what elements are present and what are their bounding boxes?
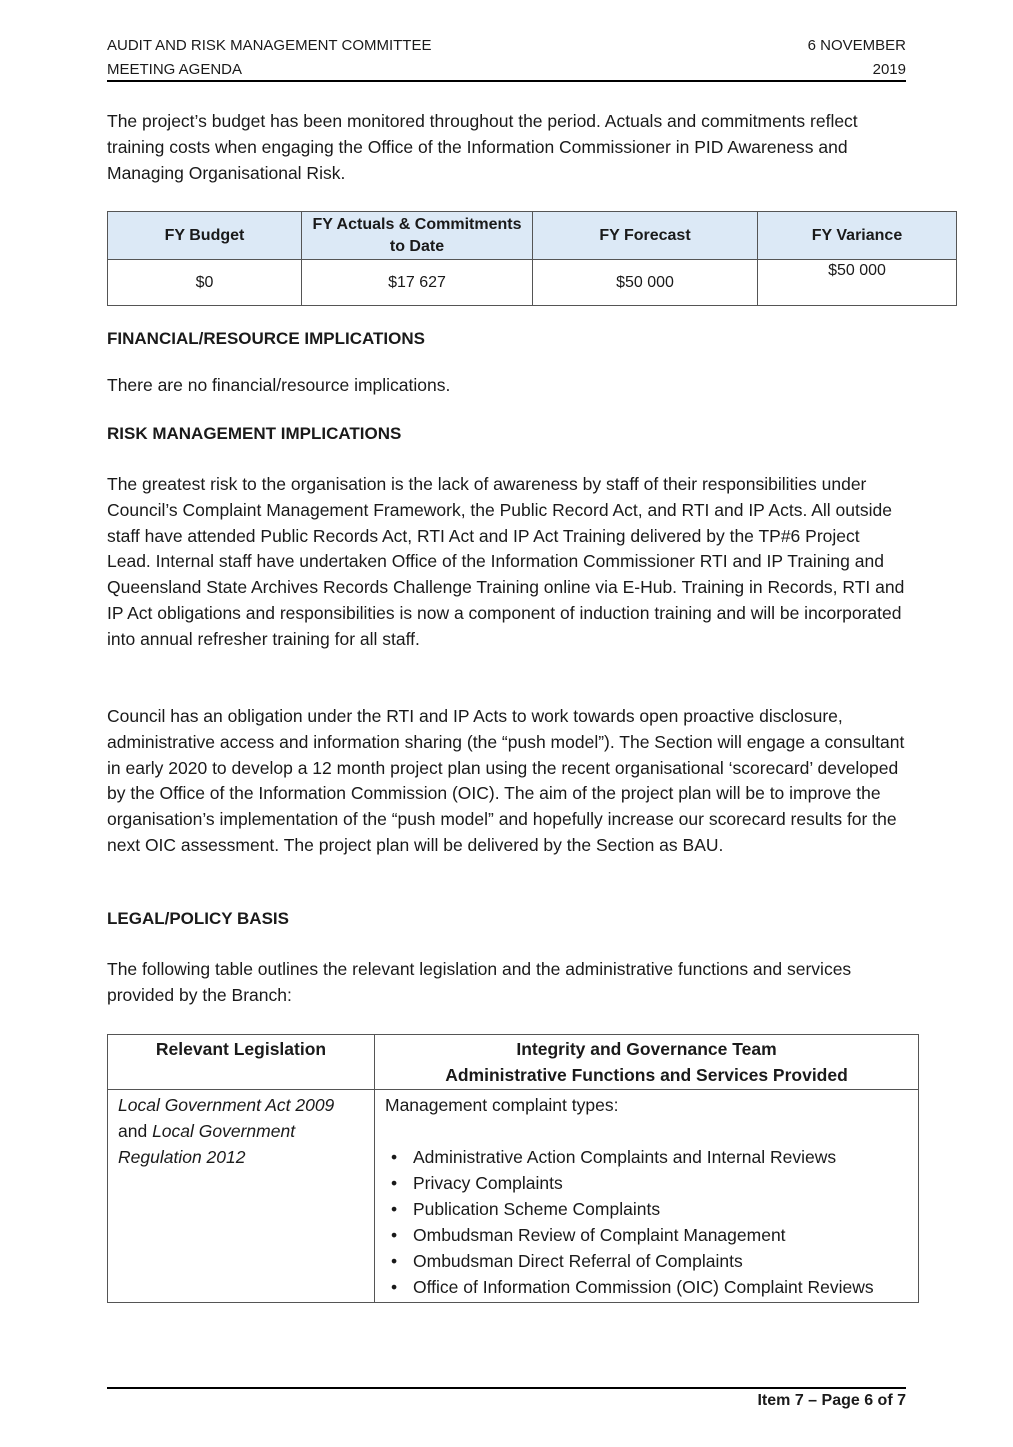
- legislation-table: [107, 1034, 919, 1303]
- services-list-item: • Administrative Action Complaints and Internal Reviews: [413, 1144, 908, 1170]
- budget-header-fy-budget: FY Budget: [108, 212, 302, 260]
- risk-paragraph-1: The greatest risk to the organisation is the lack of awareness by staff of their responsibilities under Council’s Complaint Management Framework, the Public Record Act, and RTI and IP Acts. All outside staff have attended Public Records Act, RTI Act and IP Act Training delivered by the TP#6 Project Lead. Internal staff have undertaken Office of the Information Commissioner RTI and IP Training and Queensland State Archives Records Challenge Training online via E-Hub. Training in Records, RTI and IP Act obligations and responsibilities is now a component of induction training and will be incorporated into annual refresher training for all staff.: [107, 474, 905, 649]
- budget-header-fy-variance: FY Variance: [758, 212, 957, 260]
- header-date: 6 NOVEMBER: [807, 37, 906, 54]
- header-committee: AUDIT AND RISK MANAGEMENT COMMITTEE: [107, 37, 432, 54]
- legal-intro: The following table outlines the relevant legislation and the administrative functions and services provided by the Branch:: [107, 959, 852, 1005]
- services-list-item: • Ombudsman Direct Referral of Complaints: [413, 1248, 908, 1274]
- legislation-header-team: Integrity and Governance Team: [516, 1039, 777, 1059]
- legislation-act: Local Government Act 2009: [118, 1095, 335, 1115]
- header-agenda: MEETING AGENDA: [107, 61, 243, 78]
- legal-heading: LEGAL/POLICY BASIS: [107, 909, 289, 928]
- header-divider: [107, 80, 906, 82]
- risk-heading: RISK MANAGEMENT IMPLICATIONS: [107, 424, 402, 443]
- financial-heading: FINANCIAL/RESOURCE IMPLICATIONS: [107, 329, 425, 348]
- budget-header-fy-actuals: FY Actuals & Commitments to Date: [302, 212, 533, 260]
- services-list: [385, 1144, 908, 1300]
- legislation-header-row: [108, 1035, 919, 1090]
- budget-value-fy-actuals: $17 627: [302, 260, 533, 306]
- budget-value-row: [108, 260, 957, 306]
- legislation-regulation: Local Government Regulation 2012: [118, 1121, 296, 1167]
- legislation-header-functions: [375, 1035, 919, 1090]
- budget-header-row: [108, 212, 957, 260]
- budget-table: [107, 211, 957, 306]
- header-year: 2019: [872, 61, 906, 78]
- header-left: [107, 34, 431, 82]
- budget-intro-paragraph: The project’s budget has been monitored throughout the period. Actuals and commitments reflect training costs when engaging the Office of the Information Commissioner in PID Awareness and Managing Organisational Risk.: [107, 111, 858, 183]
- services-list-item: • Office of Information Commission (OIC) Complaint Reviews: [413, 1274, 908, 1300]
- financial-text: There are no financial/resource implications.: [107, 375, 451, 395]
- header-right: [808, 34, 906, 82]
- budget-value-fy-forecast: $50 000: [533, 260, 758, 306]
- services-intro: Management complaint types:: [385, 1095, 619, 1115]
- legislation-header-relevant: Relevant Legislation: [108, 1035, 375, 1090]
- budget-value-fy-variance: $50 000: [758, 260, 957, 306]
- legislation-and: and: [118, 1121, 148, 1141]
- services-list-item: • Privacy Complaints: [413, 1170, 908, 1196]
- services-list-item: • Ombudsman Review of Complaint Management: [413, 1222, 908, 1248]
- legislation-header-services: Administrative Functions and Services Provided: [445, 1065, 848, 1085]
- risk-paragraph-2: Council has an obligation under the RTI and IP Acts to work towards open proactive disclosure, administrative access and information sharing (the “push model”). The Section will engage a consultant in early 2020 to develop a 12 month project plan using the recent organisational ‘scorecard’ developed by the Office of the Information Commission (OIC). The aim of the project plan will be to improve the organisation’s implementation of the “push model” and hopefully increase our scorecard results for the next OIC assessment. The project plan will be delivered by the Section as BAU.: [107, 706, 905, 855]
- budget-value-fy-budget: $0: [108, 260, 302, 306]
- legislation-row: [108, 1090, 919, 1303]
- legislation-cell: [108, 1090, 375, 1303]
- footer-page-number: Item 7 – Page 6 of 7: [757, 1392, 906, 1409]
- budget-header-fy-forecast: FY Forecast: [533, 212, 758, 260]
- services-list-item: • Publication Scheme Complaints: [413, 1196, 908, 1222]
- services-cell: [375, 1090, 919, 1303]
- footer-divider: [107, 1387, 906, 1389]
